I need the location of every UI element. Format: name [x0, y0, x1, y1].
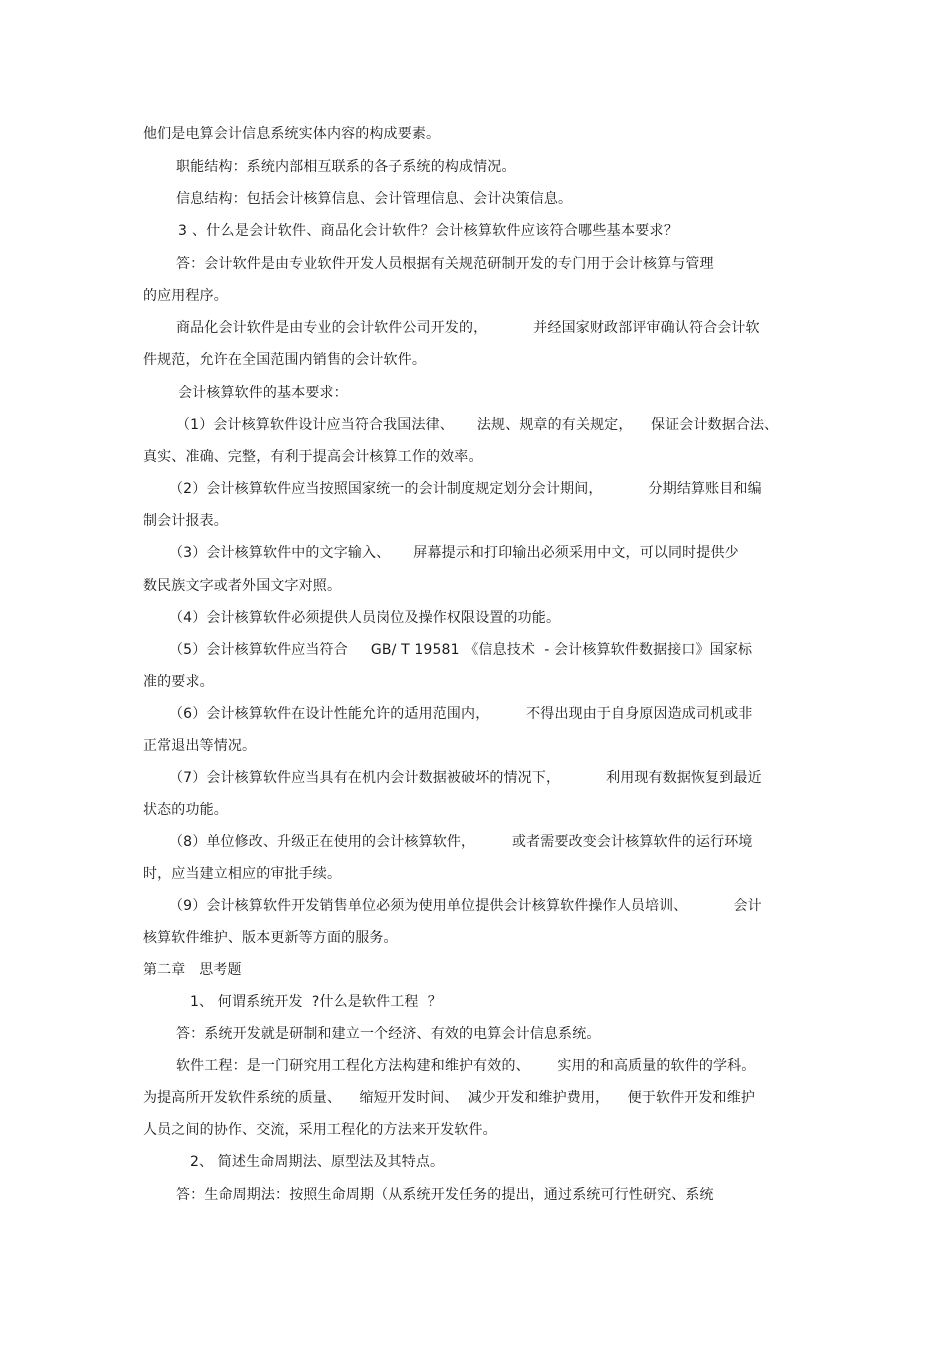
text-line: 为提高所开发软件系统的质量、 缩短开发时间、 减少开发和维护费用， 便于软件开发和维护 — [143, 1090, 755, 1106]
text-line: 时，应当建立相应的审批手续。 — [143, 866, 342, 882]
list-item: （9）会计核算软件开发销售单位必须为使用单位提供会计核算软件操作人员培训、 会计 — [169, 898, 762, 914]
list-item: （7）会计核算软件应当具有在机内会计数据被破坏的情况下， 利用现有数据恢复到最近 — [169, 770, 762, 786]
list-item: （5）会计核算软件应当符合 GB∕ T 19581 《信息技术 - 会计核算软件数据接口》国家标 — [169, 642, 753, 658]
text-line: 答：生命周期法：按照生命周期（从系统开发任务的提出，通过系统可行性研究、系统 — [176, 1187, 714, 1203]
text-line: 数民族文字或者外国文字对照。 — [143, 578, 342, 594]
text-line: 准的要求。 — [143, 674, 214, 690]
question-heading: 2、 简述生命周期法、原型法及其特点。 — [190, 1154, 445, 1170]
text-line: 真实、准确、完整，有利于提高会计核算工作的效率。 — [143, 449, 483, 465]
text-line: 会计核算软件的基本要求： — [178, 385, 348, 401]
chapter-heading: 第二章 思考题 — [143, 962, 242, 978]
list-item: （8）单位修改、升级正在使用的会计核算软件， 或者需要改变会计核算软件的运行环境 — [169, 834, 753, 850]
list-item: （3）会计核算软件中的文字输入、 屏幕提示和打印输出必须采用中文，可以同时提供少 — [169, 545, 739, 561]
question-heading: 1、 何谓系统开发 ?什么是软件工程 ？ — [190, 994, 442, 1010]
text-line: 答：系统开发就是研制和建立一个经济、有效的电算会计信息系统。 — [176, 1026, 601, 1042]
text-line: 他们是电算会计信息系统实体内容的构成要素。 — [143, 126, 441, 142]
text-line: 状态的功能。 — [143, 802, 228, 818]
text-line: 软件工程：是一门研究用工程化方法构建和维护有效的、 实用的和高质量的软件的学科。 — [176, 1058, 756, 1074]
list-item: （2）会计核算软件应当按照国家统一的会计制度规定划分会计期间， 分期结算账目和编 — [169, 481, 762, 497]
text-line: 职能结构：系统内部相互联系的各子系统的构成情况。 — [176, 159, 516, 175]
text-line: 件规范，允许在全国范围内销售的会计软件。 — [143, 352, 426, 368]
text-line: 商品化会计软件是由专业的会计软件公司开发的， 并经国家财政部评审确认符合会计软 — [176, 320, 760, 336]
question-heading: 3 、什么是会计软件、商品化会计软件？会计核算软件应该符合哪些基本要求？ — [178, 223, 679, 239]
list-item: （6）会计核算软件在设计性能允许的适用范围内， 不得出现由于自身原因造成司机或非 — [169, 706, 753, 722]
text-line: 核算软件维护、版本更新等方面的服务。 — [143, 930, 398, 946]
text-line: 的应用程序。 — [143, 288, 228, 304]
text-line: 信息结构：包括会计核算信息、会计管理信息、会计决策信息。 — [176, 191, 573, 207]
text-line: 人员之间的协作、交流，采用工程化的方法来开发软件。 — [143, 1122, 497, 1138]
list-item: （4）会计核算软件必须提供人员岗位及操作权限设置的功能。 — [169, 610, 561, 626]
text-line: 答：会计软件是由专业软件开发人员根据有关规范研制开发的专门用于会计核算与管理 — [176, 256, 714, 272]
list-item: （1）会计核算软件设计应当符合我国法律、 法规、规章的有关规定， 保证会计数据合法、 — [176, 417, 779, 433]
text-line: 制会计报表。 — [143, 513, 228, 529]
text-line: 正常退出等情况。 — [143, 738, 257, 754]
